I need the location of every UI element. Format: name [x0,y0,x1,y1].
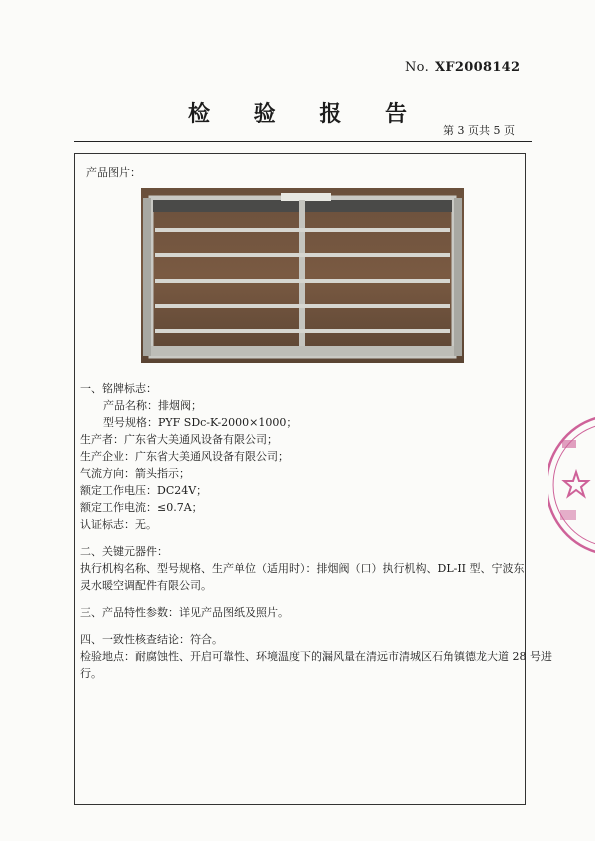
key-components-line: 执行机构名称、型号规格、生产单位（适用时）：排烟阀（口）执行机构、DL-II 型、宁波东 [80,562,525,575]
inspection-location-line: 检验地点：耐腐蚀性、开启可靠性、环境温度下的漏风量在清远市清城区石角镇德龙大道 28 号进 [80,650,552,663]
key-components-line: 灵水暖空调配件有限公司。 [80,579,212,592]
nameplate-heading: 一、铭牌标志： [80,382,157,395]
report-content [80,380,552,682]
nameplate-line: 产品名称：排烟阀； [103,399,202,412]
key-components-heading: 二、关键元器件： [80,545,168,558]
nameplate-line: 额定工作电流：≤0.7A； [80,501,203,514]
page-indicator: 第 3 页共 5 页 [443,124,515,137]
nameplate-line: 认证标志：无。 [80,518,157,531]
nameplate-line: 生产企业：广东省大美通风设备有限公司； [80,450,289,463]
photo-label: 产品图片： [86,166,141,179]
report-number [405,60,520,75]
smoke-damper-image [141,188,464,363]
header-rule [74,141,532,142]
report-number-value: XF2008142 [435,60,521,75]
nameplate-line: 生产者：广东省大美通风设备有限公司； [80,433,278,446]
product-photo [141,188,464,363]
nameplate-line: 型号规格：PYF SDc-K-2000×1000； [103,416,298,429]
inspection-location-line: 行。 [80,667,102,680]
seal-stamp [548,410,595,560]
nameplate-line: 额定工作电压：DC24V； [80,484,208,497]
report-number-label: No. [405,60,430,75]
nameplate-line: 气流方向：箭头指示； [80,467,190,480]
conclusion-line: 四、一致性核查结论：符合。 [80,633,223,646]
characteristics-line: 三、产品特性参数：详见产品图纸及照片。 [80,606,289,619]
report-title: 检 验 报 告 [188,102,425,127]
